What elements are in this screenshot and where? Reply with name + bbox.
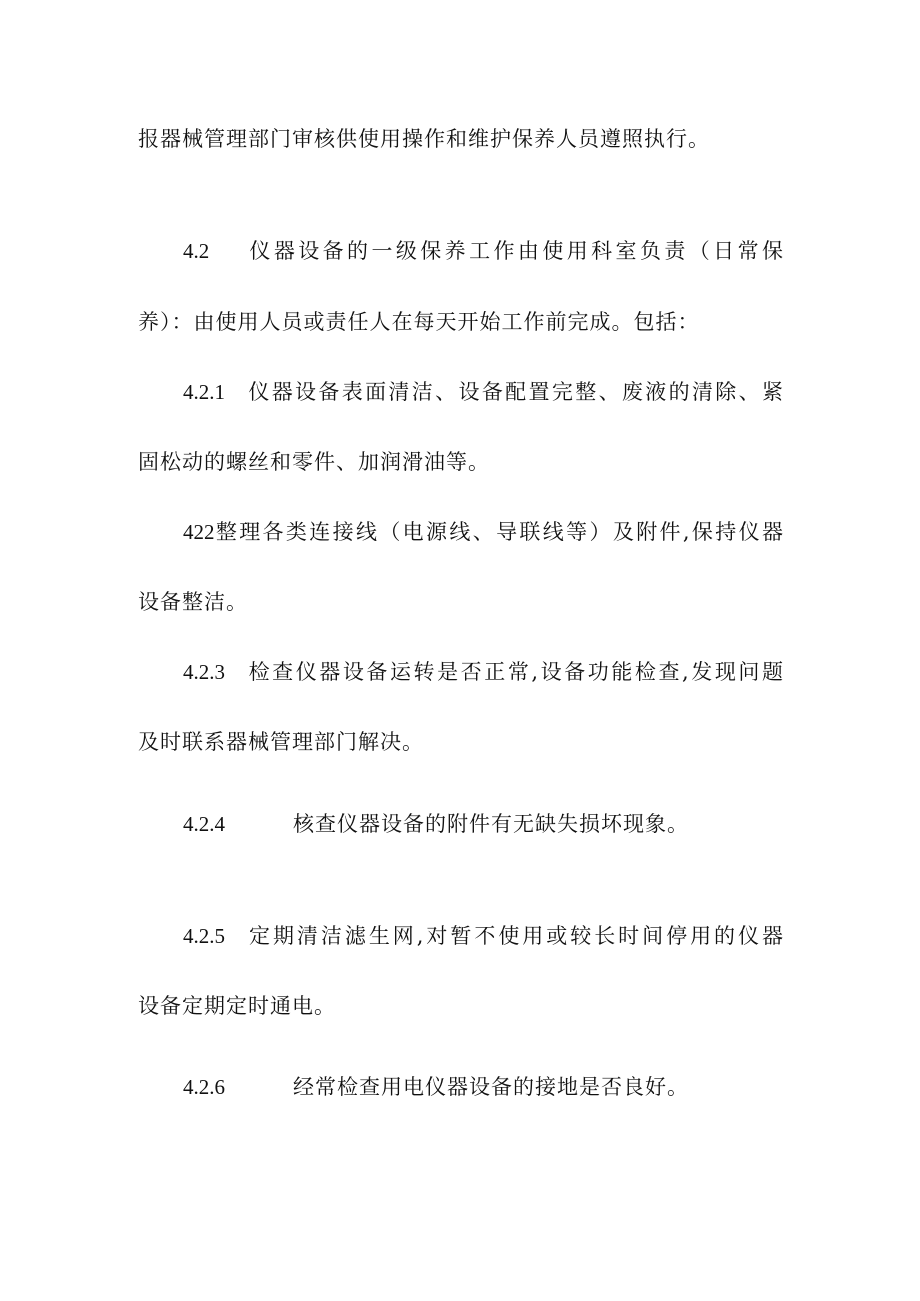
line-text: 检查仪器设备运转是否正常,设备功能检查,发现问题 bbox=[247, 660, 784, 684]
line-text: 定期清洁滤生网,对暂不使用或较长时间停用的仪器 bbox=[247, 924, 784, 948]
line-text: 设备定期定时通电。 bbox=[138, 994, 336, 1018]
section-number: 4.2.1 bbox=[183, 380, 225, 404]
paragraph-line-4-2-1 bbox=[183, 377, 784, 407]
paragraph-line-4-2-4 bbox=[183, 809, 689, 839]
paragraph-line-1 bbox=[138, 124, 710, 154]
line-text: 设备整洁。 bbox=[138, 590, 248, 614]
paragraph-line-12 bbox=[138, 991, 336, 1021]
section-number: 4.2.5 bbox=[183, 924, 225, 948]
paragraph-line-4-2-5 bbox=[183, 921, 784, 951]
line-text: 固松动的螺丝和零件、加润滑油等。 bbox=[138, 450, 490, 474]
section-number: 4.2.3 bbox=[183, 660, 225, 684]
line-text: 养）：由使用人员或责任人在每天开始工作前完成。包括： bbox=[138, 310, 700, 334]
section-number: 4.2 bbox=[183, 239, 210, 263]
line-text: 及时联系器械管理部门解决。 bbox=[138, 730, 424, 754]
paragraph-line-4-2-2 bbox=[183, 517, 784, 547]
paragraph-line-4-2 bbox=[183, 236, 784, 266]
line-text: 报器械管理部门审核供使用操作和维护保养人员遵照执行。 bbox=[138, 127, 710, 151]
line-text: 经常检查用电仪器设备的接地是否良好。 bbox=[293, 1075, 689, 1099]
paragraph-line-3 bbox=[138, 307, 700, 337]
paragraph-line-9 bbox=[138, 727, 424, 757]
section-number: 4.2.4 bbox=[183, 812, 225, 836]
section-number: 422 bbox=[183, 520, 215, 544]
section-number: 4.2.6 bbox=[183, 1075, 225, 1099]
line-text: 整理各类连接线（电源线、导联线等）及附件,保持仪器 bbox=[214, 520, 784, 544]
line-text: 核查仪器设备的附件有无缺失损坏现象。 bbox=[293, 812, 689, 836]
paragraph-line-7 bbox=[138, 587, 248, 617]
paragraph-line-4-2-6 bbox=[183, 1072, 689, 1102]
paragraph-line-5 bbox=[138, 447, 490, 477]
line-text: 仪器设备的一级保养工作由使用科室负责（日常保 bbox=[247, 239, 784, 263]
paragraph-line-4-2-3 bbox=[183, 657, 784, 687]
line-text: 仪器设备表面清洁、设备配置完整、废液的清除、紧 bbox=[247, 380, 784, 404]
